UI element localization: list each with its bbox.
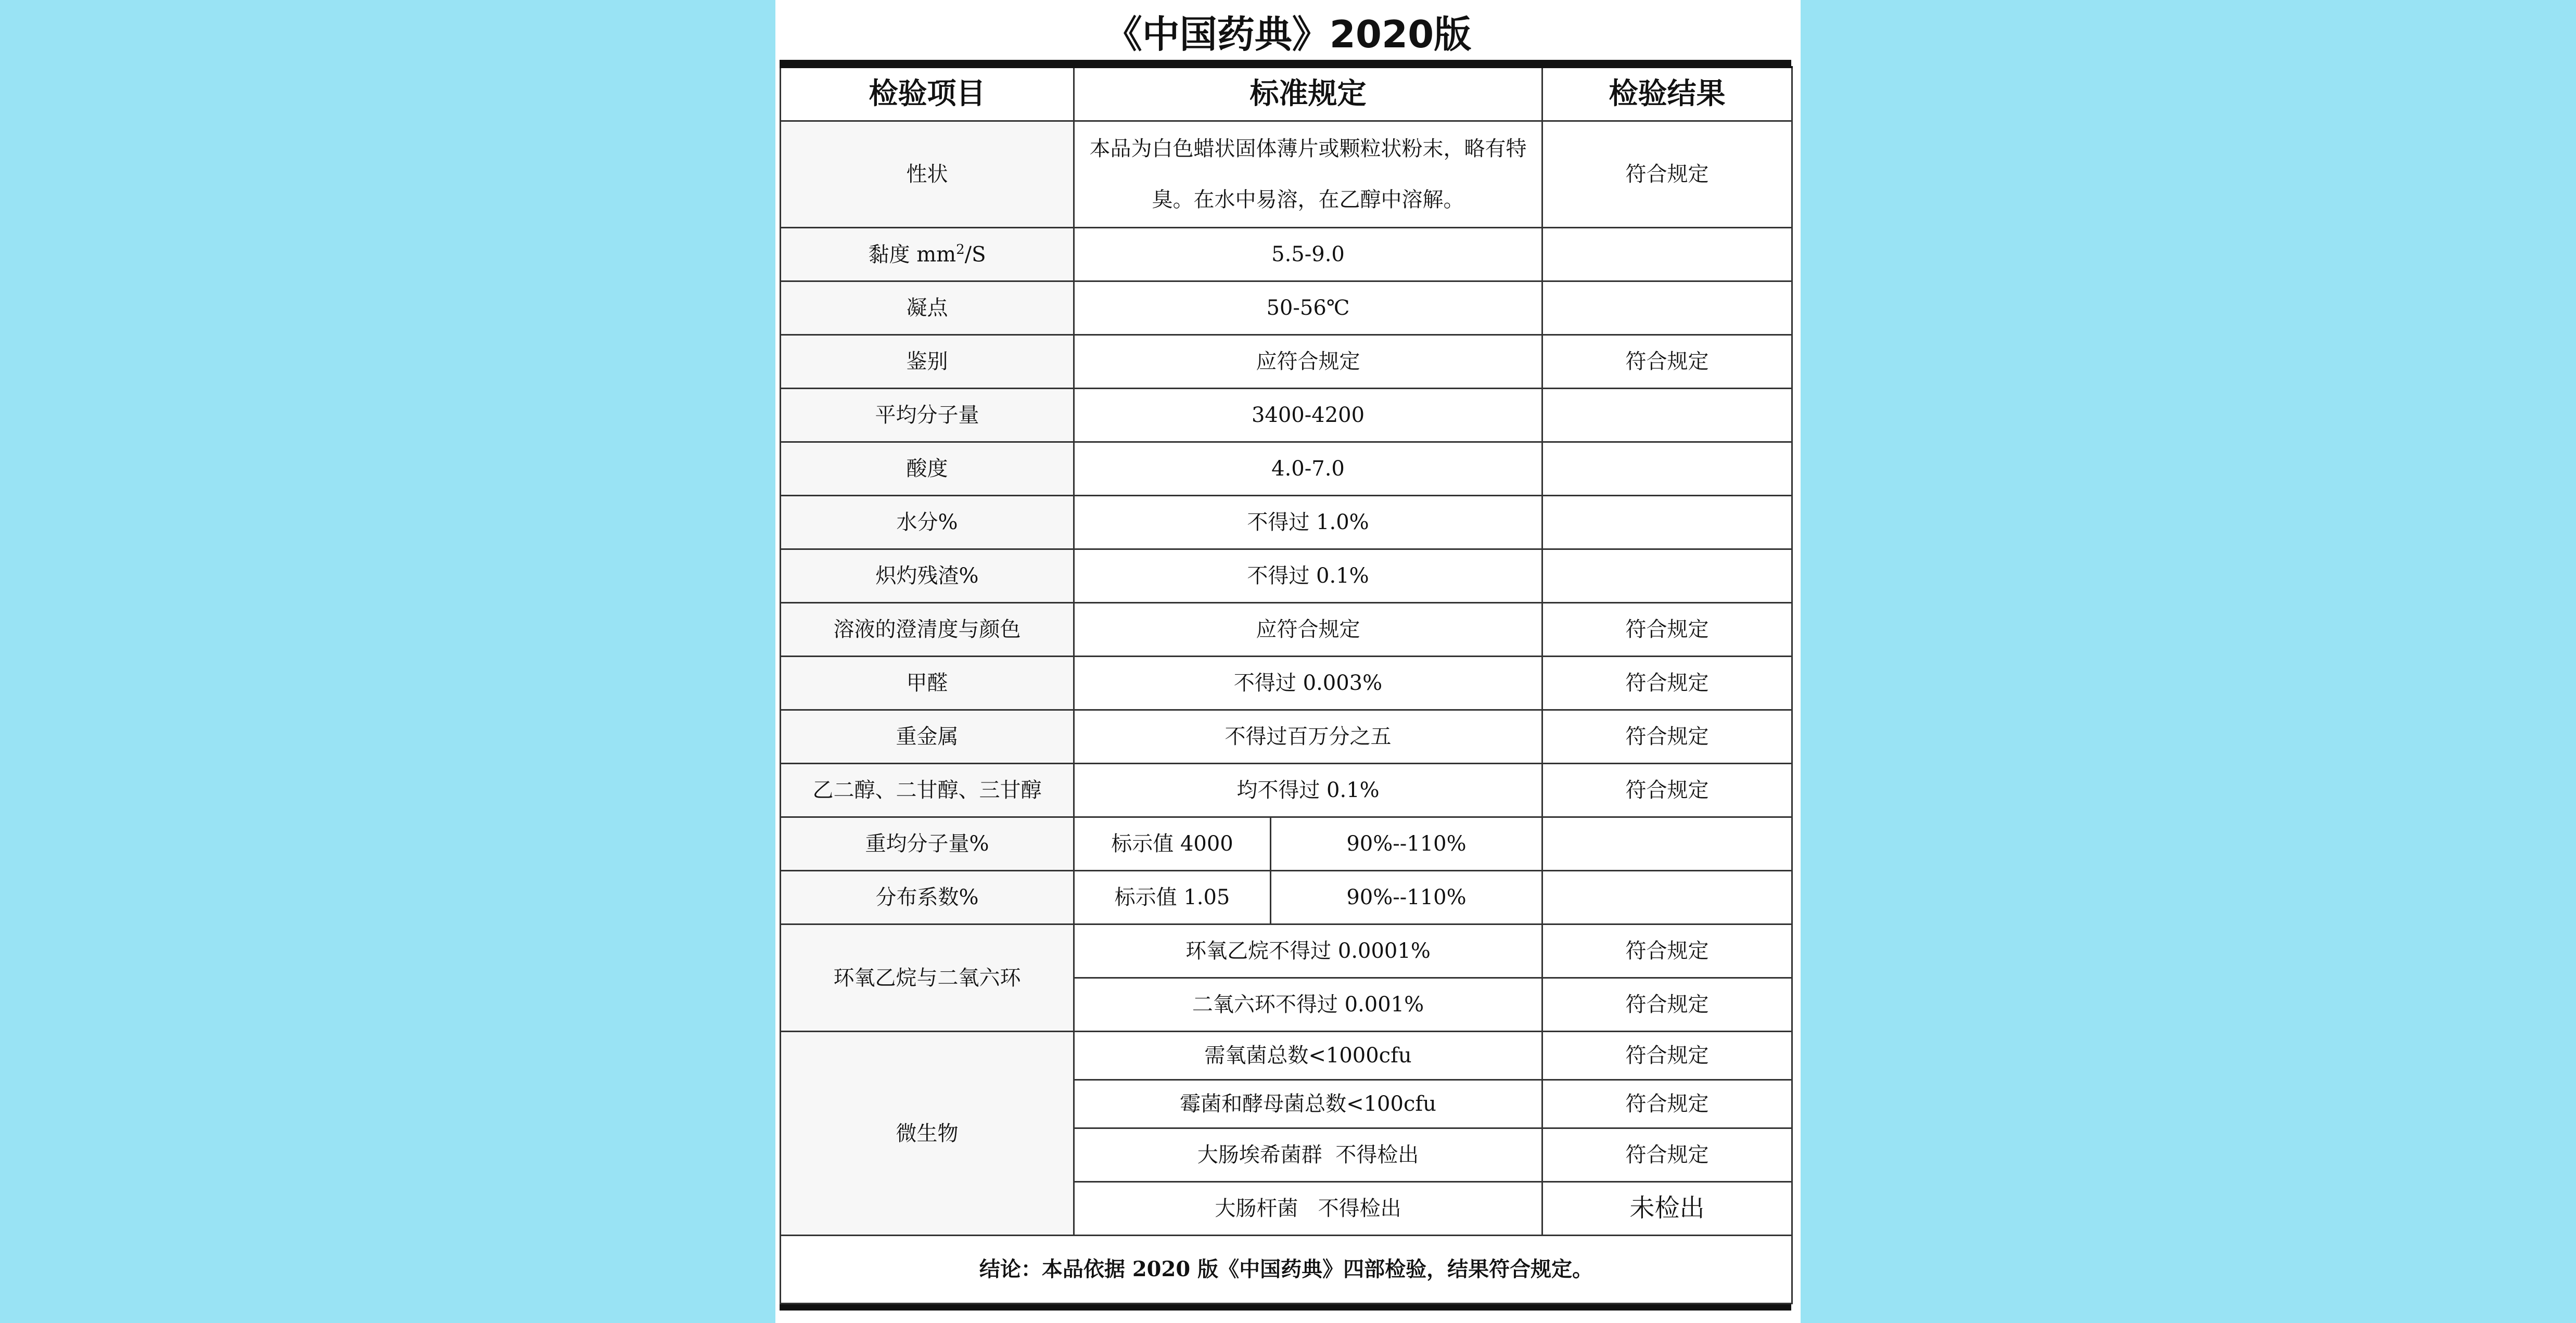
page-title: 《中国药典》2020版	[1104, 12, 1472, 56]
range-cell: 90%--110%	[1271, 871, 1542, 924]
item-cell: 甲醛	[781, 657, 1074, 710]
report-sheet	[775, 0, 1801, 1323]
result-cell: 符合规定	[1542, 1128, 1792, 1182]
standard-cell: 应符合规定	[1074, 603, 1542, 657]
result-cell: 符合规定	[1542, 335, 1792, 389]
result-cell: 符合规定	[1542, 603, 1792, 657]
result-cell: 符合规定	[1542, 710, 1792, 764]
standard-cell: 均不得过 0.1%	[1074, 764, 1542, 817]
item-cell: 分布系数%	[781, 871, 1074, 924]
item-cell: 水分%	[781, 496, 1074, 549]
standard-cell: 二氧六环不得过 0.001%	[1074, 978, 1542, 1032]
standard-cell: 环氧乙烷不得过 0.0001%	[1074, 924, 1542, 978]
table-row	[781, 228, 1792, 281]
item-superscript: 2	[956, 241, 965, 258]
result-cell: 符合规定	[1542, 657, 1792, 710]
item-cell: 性状	[781, 121, 1074, 228]
inspection-table-frame	[780, 60, 1791, 1311]
item-cell: 溶液的澄清度与颜色	[781, 603, 1074, 657]
result-cell: 符合规定	[1542, 1032, 1792, 1080]
item-cell: 环氧乙烷与二氧六环	[781, 924, 1074, 1032]
standard-cell: 5.5-9.0	[1074, 228, 1542, 281]
table-row	[781, 871, 1792, 924]
result-cell: 未检出	[1542, 1182, 1792, 1236]
table-row	[781, 389, 1792, 442]
standard-cell: 不得过 0.1%	[1074, 549, 1542, 603]
result-cell: 符合规定	[1542, 121, 1792, 228]
table-row	[781, 549, 1792, 603]
standard-cell: 不得过 1.0%	[1074, 496, 1542, 549]
item-cell: 重均分子量%	[781, 817, 1074, 871]
item-cell: 重金属	[781, 710, 1074, 764]
table-row	[781, 764, 1792, 817]
result-cell: 符合规定	[1542, 924, 1792, 978]
item-cell: 炽灼残渣%	[781, 549, 1074, 603]
result-cell	[1542, 871, 1792, 924]
table-row	[781, 121, 1792, 228]
inspection-table	[780, 66, 1793, 1304]
result-cell	[1542, 496, 1792, 549]
item-text: 黏度 mm	[868, 242, 957, 267]
result-cell	[1542, 389, 1792, 442]
item-cell	[781, 228, 1074, 281]
header-row	[781, 67, 1792, 121]
conclusion-row	[781, 1236, 1792, 1304]
standard-cell: 霉菌和酵母菌总数<100cfu	[1074, 1080, 1542, 1128]
item-cell: 鉴别	[781, 335, 1074, 389]
table-row	[781, 496, 1792, 549]
table-row	[781, 1032, 1792, 1080]
standard-cell: 50-56℃	[1074, 281, 1542, 335]
label-value-cell: 标示值 1.05	[1074, 871, 1271, 924]
result-cell: 符合规定	[1542, 764, 1792, 817]
item-cell: 凝点	[781, 281, 1074, 335]
result-cell	[1542, 817, 1792, 871]
table-row	[781, 603, 1792, 657]
item-cell: 酸度	[781, 442, 1074, 496]
table-row	[781, 281, 1792, 335]
standard-cell: 不得过百万分之五	[1074, 710, 1542, 764]
header-result: 检验结果	[1542, 67, 1792, 121]
standard-cell: 需氧菌总数<1000cfu	[1074, 1032, 1542, 1080]
standard-cell: 大肠埃希菌群 不得检出	[1074, 1128, 1542, 1182]
table-row	[781, 924, 1792, 978]
table-row	[781, 710, 1792, 764]
table-row	[781, 657, 1792, 710]
range-cell: 90%--110%	[1271, 817, 1542, 871]
item-cell: 微生物	[781, 1032, 1074, 1236]
result-cell	[1542, 549, 1792, 603]
table-row	[781, 335, 1792, 389]
table-row	[781, 442, 1792, 496]
header-item: 检验项目	[781, 67, 1074, 121]
item-text-suffix: /S	[964, 242, 986, 267]
item-cell: 平均分子量	[781, 389, 1074, 442]
standard-cell: 本品为白色蜡状固体薄片或颗粒状粉末，略有特臭。在水中易溶，在乙醇中溶解。	[1074, 121, 1542, 228]
standard-cell: 4.0-7.0	[1074, 442, 1542, 496]
item-cell: 乙二醇、二甘醇、三甘醇	[781, 764, 1074, 817]
header-standard: 标准规定	[1074, 67, 1542, 121]
result-cell	[1542, 281, 1792, 335]
result-cell	[1542, 228, 1792, 281]
result-cell	[1542, 442, 1792, 496]
table-row	[781, 817, 1792, 871]
result-cell: 符合规定	[1542, 1080, 1792, 1128]
standard-cell: 大肠杆菌 不得检出	[1074, 1182, 1542, 1236]
label-value-cell: 标示值 4000	[1074, 817, 1271, 871]
standard-cell: 不得过 0.003%	[1074, 657, 1542, 710]
conclusion-text: 结论：本品依据 2020 版《中国药典》四部检验，结果符合规定。	[781, 1236, 1792, 1304]
standard-cell: 应符合规定	[1074, 335, 1542, 389]
standard-cell: 3400-4200	[1074, 389, 1542, 442]
result-cell: 符合规定	[1542, 978, 1792, 1032]
